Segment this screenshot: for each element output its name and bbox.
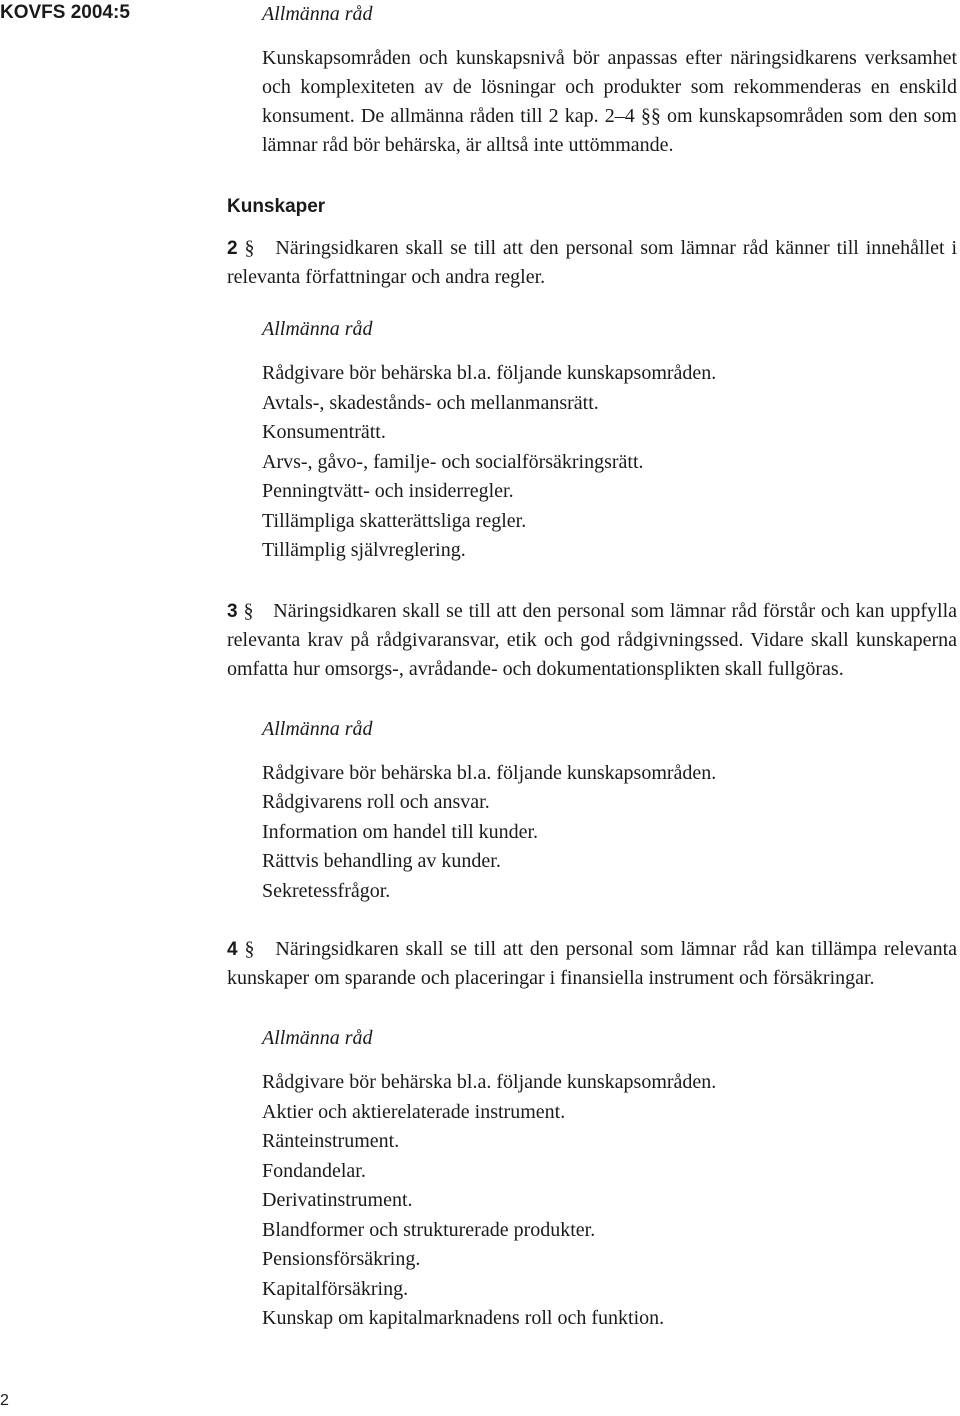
list-item: Kapitalförsäkring.: [262, 1277, 409, 1300]
list-item: Fondandelar.: [262, 1159, 366, 1182]
page-content: [227, 0, 957, 1334]
list-item: Sekretessfrågor.: [262, 879, 391, 902]
list-item: Rådgivare bör behärska bl.a. följande kunskapsområden.: [262, 761, 717, 784]
document-code: KOVFS 2004:5: [0, 2, 130, 23]
list-item: Rättvis behandling av kunder.: [262, 850, 501, 872]
list-item: Derivatinstrument.: [262, 1189, 413, 1211]
list-item: Arvs-, gåvo-, familje- och socialförsäkringsrätt.: [262, 450, 644, 473]
section-sign: §: [244, 938, 255, 960]
section-sign: §: [244, 237, 255, 259]
paragraph-3: [227, 597, 957, 684]
list-item: Penningtvätt- och insiderregler.: [262, 480, 514, 502]
list-item: Avtals-, skadestånds- och mellanmansrätt.: [262, 391, 599, 414]
advice-heading: Allmänna råd: [262, 318, 373, 340]
list-item: Ränteinstrument.: [262, 1130, 400, 1152]
list-item: Information om handel till kunder.: [262, 820, 539, 843]
list-item: Rådgivarens roll och ansvar.: [262, 791, 490, 813]
paragraph-text: Näringsidkaren skall se till att den personal som lämnar råd kan tillämpa relevanta kunskaper om sparande och placeringar i finansiella instrument och försäkringar.: [227, 938, 958, 989]
list-item: Kunskap om kapitalmarknadens roll och funktion.: [262, 1307, 665, 1329]
section-title: Kunskaper: [227, 196, 326, 217]
list-item: Aktier och aktierelaterade instrument.: [262, 1100, 566, 1123]
advice-heading: Allmänna råd: [262, 1027, 373, 1049]
list-item: Rådgivare bör behärska bl.a. följande kunskapsområden.: [262, 1071, 717, 1093]
intro-advice: [262, 0, 957, 160]
paragraph-number: 3: [227, 600, 238, 622]
list-item: Blandformer och strukturerade produkter.: [262, 1218, 596, 1241]
paragraph-3-advice: [262, 715, 957, 907]
list-item: Tillämpliga skatterättsliga regler.: [262, 509, 527, 532]
list-item: Rådgivare bör behärska bl.a. följande kunskapsområden.: [262, 362, 717, 384]
page-number: 2: [0, 1392, 9, 1409]
advice-heading: Allmänna råd: [262, 717, 373, 740]
paragraph-4: [227, 935, 957, 993]
paragraph-4-advice: [262, 1024, 957, 1334]
paragraph-number: 2: [227, 238, 238, 259]
paragraph-2-advice: [262, 315, 957, 566]
advice-list: [262, 1068, 957, 1334]
advice-text: Kunskapsområden och kunskapsnivå bör anpassas efter näringsidkarens verksamhet och komplexiteten av de lösningar och produkter som rekommenderas en enskild konsument. De allmänna råden till 2 kap. 2–4 §§ om kunskapsområden som den som lämnar råd bör behärska, är alltså inte uttömmande.: [262, 47, 957, 156]
paragraph-text: Näringsidkaren skall se till att den personal som lämnar råd förstår och kan uppfylla relevanta krav på rådgivaransvar, etik och god rådgivningssed. Vidare skall kunskaperna omfatta hur omsorgs-, avrådande- och dokumentationsplikten skall fullgöras.: [227, 599, 958, 680]
section-sign: §: [243, 599, 254, 622]
list-item: Pensionsförsäkring.: [262, 1248, 421, 1270]
advice-heading: Allmänna råd: [262, 3, 373, 25]
list-item: Tillämplig självreglering.: [262, 539, 466, 561]
list-item: Konsumenträtt.: [262, 421, 386, 443]
paragraph-2: [227, 234, 957, 292]
advice-list: [262, 359, 957, 566]
paragraph-text: Näringsidkaren skall se till att den personal som lämnar råd känner till innehållet i relevanta författningar och andra regler.: [227, 237, 958, 288]
advice-list: [262, 759, 957, 907]
paragraph-number: 4: [227, 939, 238, 960]
